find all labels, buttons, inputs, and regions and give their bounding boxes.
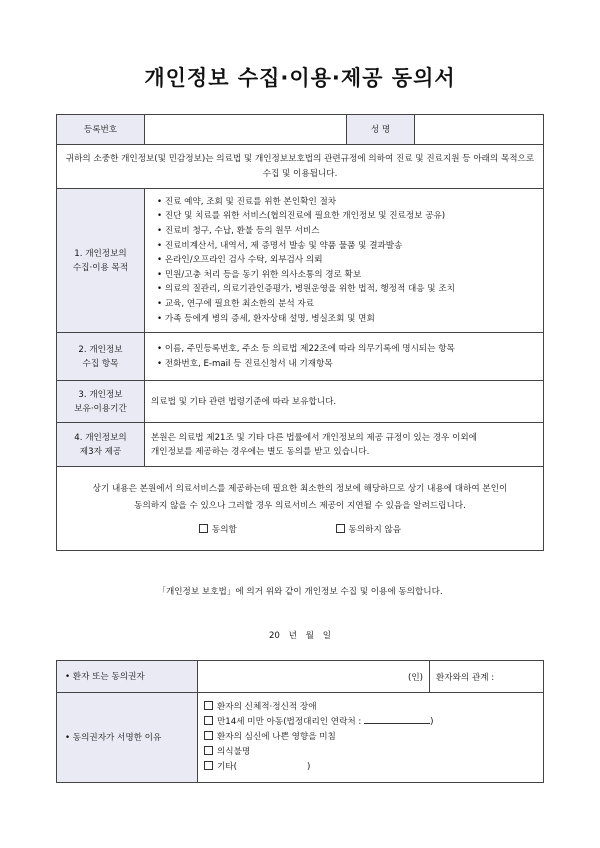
retention-label — [57, 381, 145, 423]
list-item: • 교육, 연구에 필요한 최소한의 분석 자료 — [157, 297, 543, 312]
patient-label: • 환자 또는 동의권자 — [57, 661, 198, 693]
third-party-label-line1: 4. 개인정보의 — [74, 432, 127, 443]
items-list-cell — [145, 333, 544, 381]
reason-options — [198, 693, 544, 783]
purpose-label-line2: 수집·이용 목적 — [72, 262, 129, 273]
reason-checkbox[interactable] — [204, 731, 213, 740]
name-label: 성 명 — [347, 115, 415, 145]
list-item: • 의료의 질관리, 의료기관인증평가, 병원운영을 위한 법적, 행정적 대응 및 조치 — [157, 282, 543, 297]
list-item: • 온라인/오프라인 검사 수탁, 외부검사 의뢰 — [157, 253, 543, 268]
reason-label-1: 환자의 신체적·정신적 장애 — [217, 702, 317, 712]
consent-table — [56, 114, 544, 551]
registration-number-field[interactable] — [145, 115, 347, 145]
purpose-label-line1: 1. 개인정보의 — [74, 248, 127, 259]
disagree-checkbox[interactable] — [336, 524, 345, 533]
reason-option-5[interactable] — [204, 760, 537, 775]
notice-line1: 상기 내용은 본원에서 의료서비스를 제공하는데 필요한 최소한의 정보에 해당하므로 상기 내용에 대하여 본인이 — [92, 483, 508, 494]
reason-label: • 동의권자가 서명한 이유 — [57, 693, 198, 783]
purpose-list — [145, 195, 543, 326]
relation-field[interactable] — [430, 661, 544, 693]
purpose-label — [57, 189, 145, 333]
items-list — [145, 342, 543, 371]
law-statement: 「개인정보 보호법」에 의거 위와 같이 개인정보 수집 및 이용에 동의합니다. — [157, 587, 443, 597]
reason-checkbox[interactable] — [204, 701, 213, 710]
agree-label: 동의함 — [211, 524, 237, 535]
reason-option-3[interactable] — [204, 730, 537, 745]
signature-table — [56, 660, 544, 783]
items-label — [57, 333, 145, 381]
reason-label-2-end: ) — [430, 717, 434, 727]
reason-label-5: 기타( — [217, 762, 237, 772]
list-item: • 진료 예약, 조회 및 진료를 위한 본인확인 절차 — [157, 195, 543, 210]
third-party-text — [145, 423, 544, 467]
items-label-line1: 2. 개인정보 — [78, 344, 123, 355]
reason-checkbox[interactable] — [204, 761, 213, 770]
third-party-label-line2: 제3자 제공 — [79, 446, 122, 457]
retention-label-line2: 보유·이용기간 — [74, 403, 127, 414]
patient-signature-field[interactable] — [198, 661, 430, 693]
agree-checkbox[interactable] — [199, 524, 208, 533]
seal-mark: (인) — [407, 672, 423, 683]
registration-label: 등록번호 — [57, 115, 145, 145]
list-item: • 진료비 청구, 수납, 환불 등의 원무 서비스 — [157, 224, 543, 239]
reason-option-4[interactable] — [204, 745, 537, 760]
reason-option-1[interactable] — [204, 700, 537, 715]
agree-option[interactable] — [199, 523, 237, 535]
document-title: 개인정보 수집·이용·제공 동의서 — [144, 66, 456, 90]
third-party-text-line1: 본원은 의료법 제21조 및 기타 다른 법률에서 개인정보의 제공 규정이 있는 경우 이외에 — [151, 432, 477, 443]
reason-label-2: 만14세 미만 아동(법정대리인 연락처 : — [217, 717, 362, 727]
notice-text — [57, 473, 543, 519]
reason-option-2[interactable] — [204, 715, 537, 730]
list-item: • 진단 및 치료를 위한 서비스(협의진료에 필요한 개인정보 및 진료정보 공유) — [157, 209, 543, 224]
guardian-contact-field[interactable] — [364, 715, 430, 724]
reason-checkbox[interactable] — [204, 716, 213, 725]
name-field[interactable] — [415, 115, 544, 145]
disagree-label: 동의하지 않음 — [348, 524, 402, 535]
relation-label: 환자와의 관계 : — [436, 672, 495, 683]
retention-label-line1: 3. 개인정보 — [78, 389, 123, 400]
intro-text: 귀하의 소중한 개인정보(및 민감정보)는 의료법 및 개인정보보호법의 관련규정에 의하여 진료 및 진료지원 등 아래의 목적으로 수집 및 이용됩니다. — [57, 145, 544, 189]
disagree-option[interactable] — [336, 523, 402, 535]
date-line: 20 년 월 일 — [268, 631, 332, 641]
consent-choice-cell — [57, 467, 544, 551]
reason-label-5-end: ) — [306, 762, 311, 772]
list-item: • 전화번호, E-mail 등 진료신청서 내 기재항목 — [157, 357, 543, 372]
list-item: • 가족 등에게 병의 증세, 환자상태 설명, 병실조회 및 면회 — [157, 312, 543, 327]
reason-label-3: 환자의 심신에 나쁜 영향을 미침 — [217, 732, 336, 742]
retention-text: 의료법 및 기타 관련 법령기준에 따라 보유합니다. — [145, 381, 544, 423]
notice-line2: 동의하지 않을 수 있으나 그러할 경우 의료서비스 제공이 지연될 수 있음을 알려드립니다. — [134, 500, 466, 511]
list-item: • 진료비계산서, 내역서, 제 증명서 발송 및 약품 물품 및 결과발송 — [157, 239, 543, 254]
third-party-label — [57, 423, 145, 467]
purpose-list-cell — [145, 189, 544, 333]
list-item: • 민원/고충 처리 등을 동기 위한 의사소통의 경로 확보 — [157, 268, 543, 283]
consent-choices — [57, 519, 543, 545]
reason-checkbox[interactable] — [204, 746, 213, 755]
reason-label-4: 의식불명 — [217, 747, 251, 757]
items-label-line2: 수집 항목 — [82, 358, 119, 369]
third-party-text-line2: 개인정보를 제공하는 경우에는 별도 동의를 받고 있습니다. — [151, 446, 370, 457]
list-item: • 이름, 주민등록번호, 주소 등 의료법 제22조에 따라 의무기록에 명시되는 항목 — [157, 342, 543, 357]
